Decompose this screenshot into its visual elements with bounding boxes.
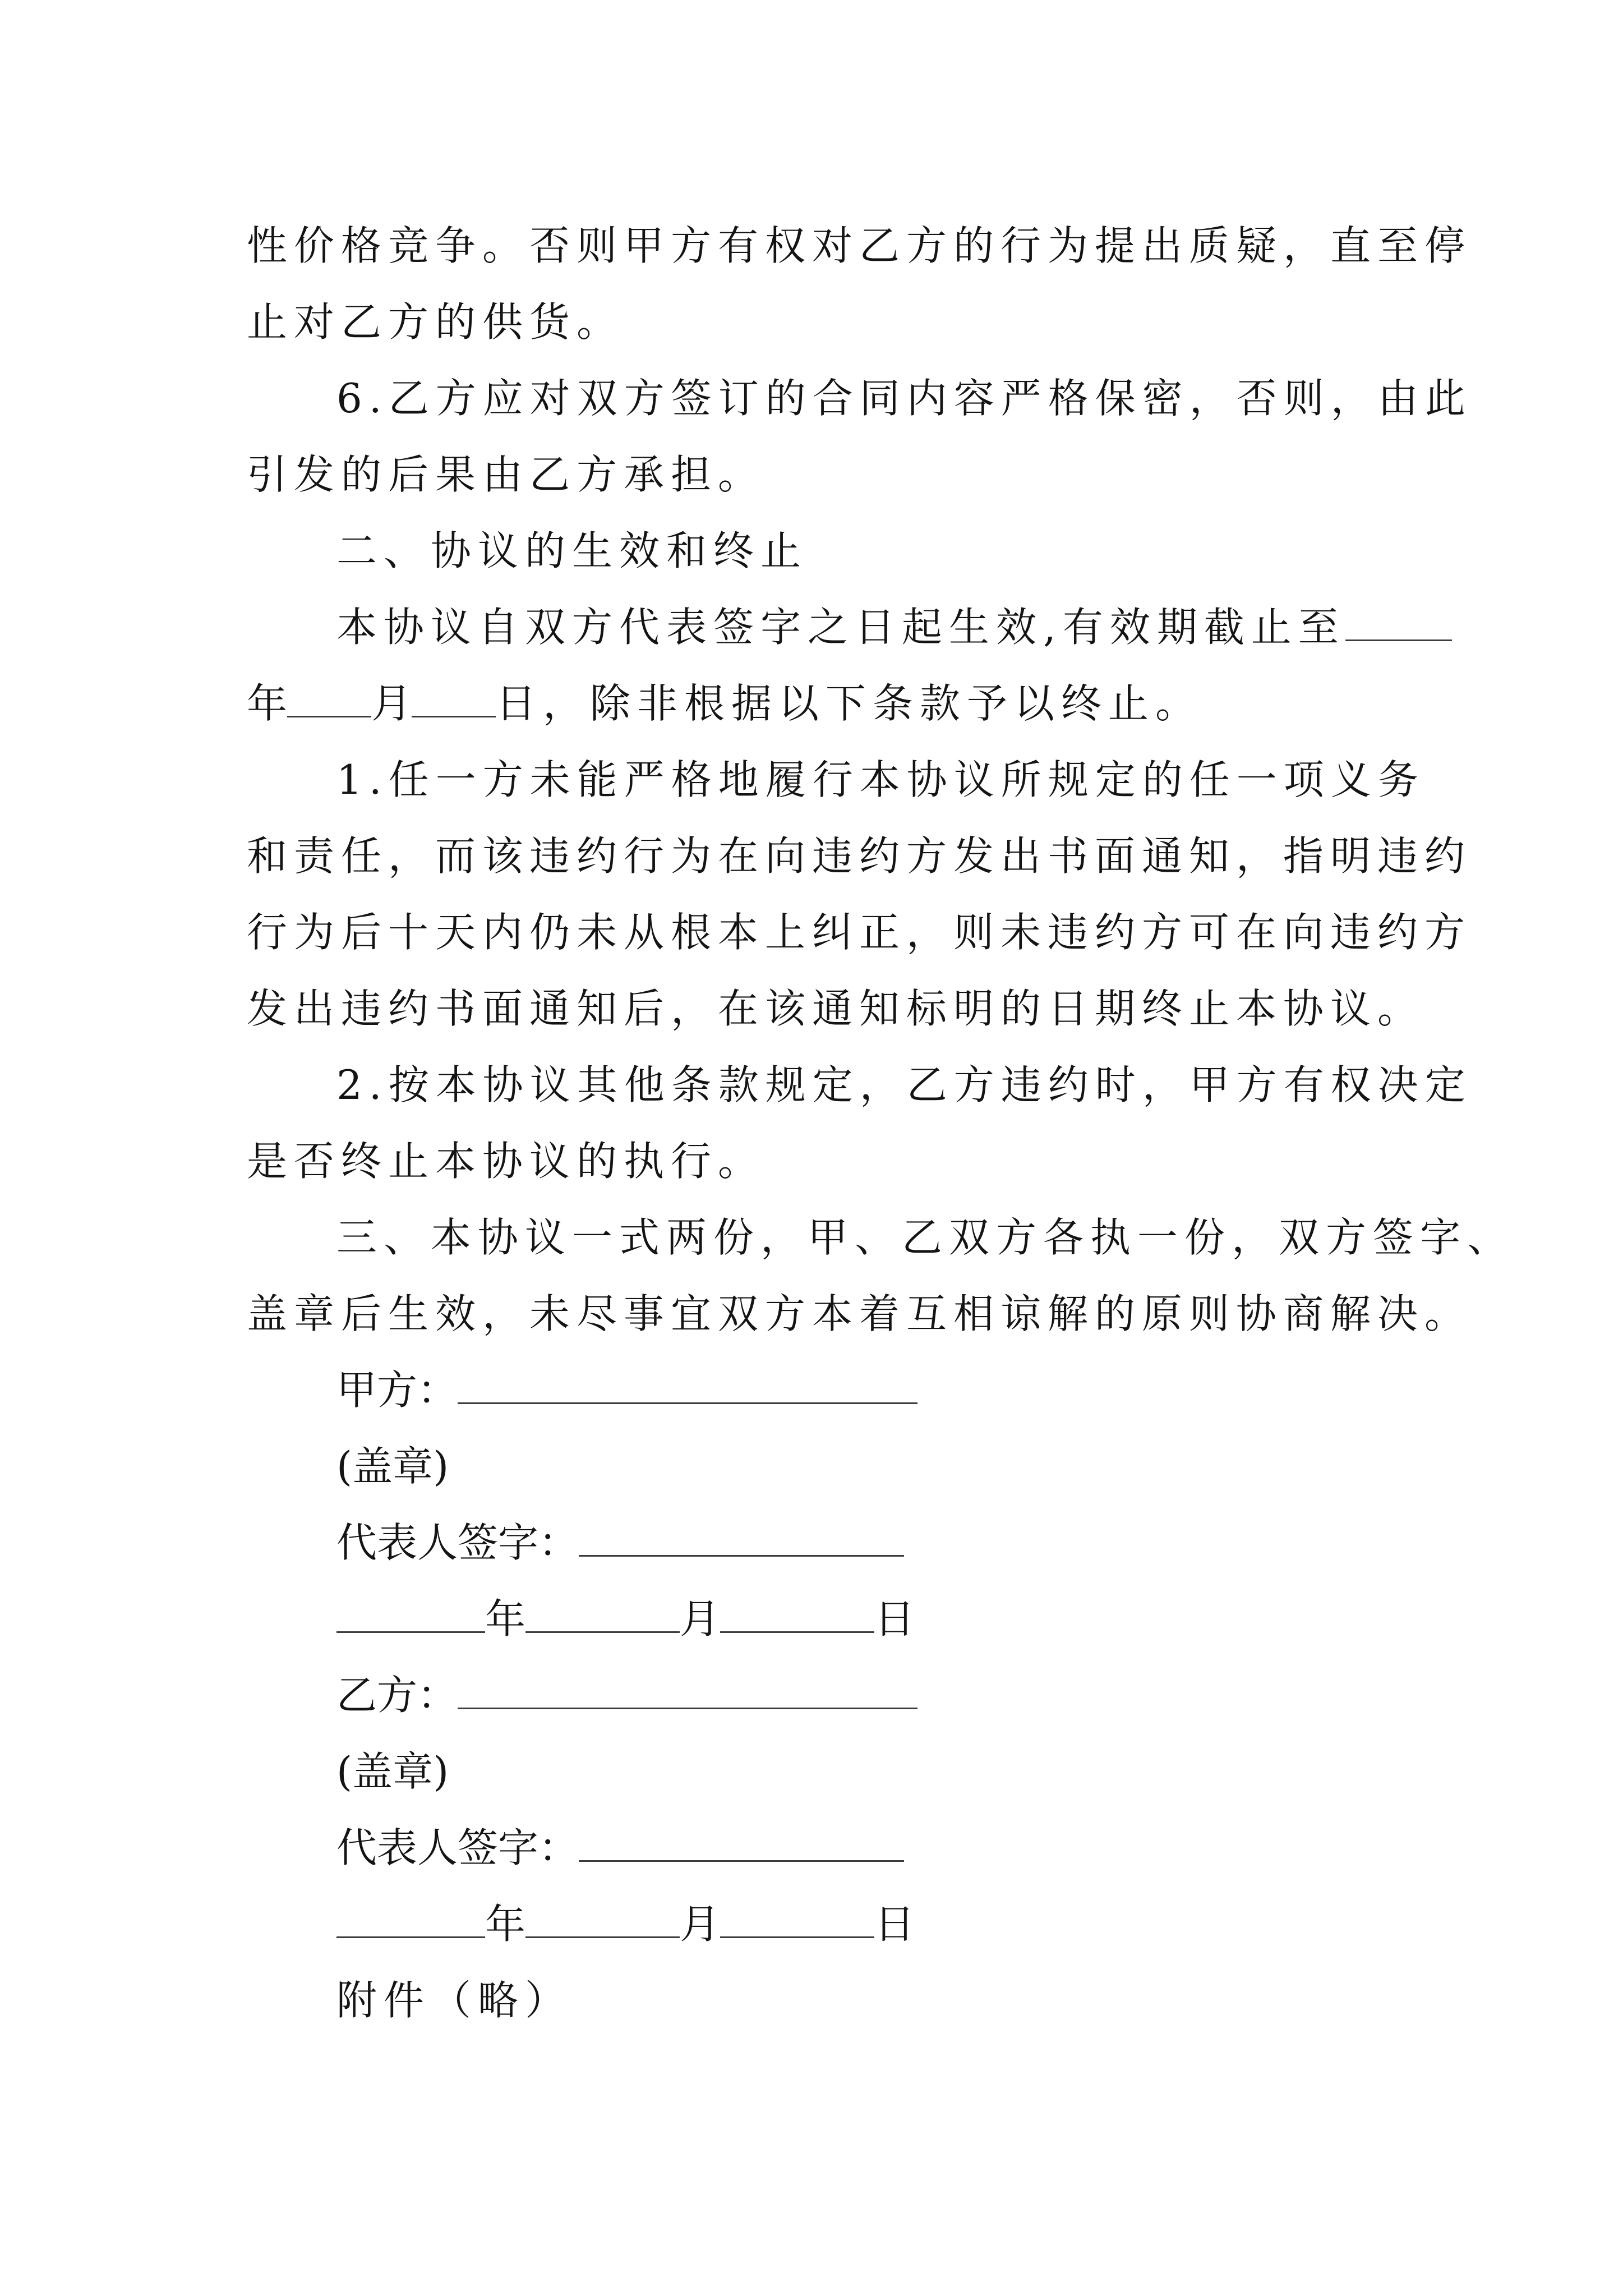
- party-a-year-blank: [336, 1596, 485, 1633]
- validity-text: 本协议自双方代表签字之日起生效,有效期截止至: [336, 604, 1345, 651]
- section-heading: 二、协议的生效和终止: [336, 527, 808, 574]
- paragraph-line: 2.按本协议其他条款规定，乙方违约时，甲方有权决定: [336, 1061, 1472, 1108]
- paragraph-line: 1.任一方未能严格地履行本协议所规定的任一项义务: [336, 756, 1425, 803]
- party-b-blank: [458, 1673, 917, 1709]
- party-a-month-blank: [525, 1596, 680, 1633]
- party-b-rep-blank: [579, 1825, 904, 1862]
- party-a-month-label: 月: [680, 1595, 721, 1642]
- party-a-date-line: [336, 1592, 915, 1646]
- party-a-seal: (盖章): [336, 1443, 449, 1490]
- paragraph-line: 发出违约书面通知后，在该通知标明的日期终止本协议。: [247, 985, 1425, 1032]
- paragraph-line: [336, 600, 1452, 654]
- paragraph-line: 行为后十天内仍未从根本上纠正，则未违约方可在向违约方: [247, 909, 1472, 956]
- party-a-year-label: 年: [485, 1595, 526, 1642]
- paragraph-line: 是否终止本协议的执行。: [247, 1138, 766, 1185]
- party-b-rep-label: 代表人签字：: [336, 1824, 579, 1871]
- paragraph-line: 止对乙方的供货。: [247, 298, 624, 346]
- party-b-month-label: 月: [680, 1901, 721, 1948]
- party-b-day-label: 日: [874, 1901, 915, 1948]
- party-a-blank: [458, 1368, 917, 1404]
- paragraph-line: 盖章后生效，未尽事宜双方本着互相谅解的原则协商解决。: [247, 1290, 1472, 1337]
- paragraph-line: 引发的后果由乙方承担。: [247, 451, 766, 498]
- party-b-date-line: [336, 1897, 915, 1951]
- party-a-label: 甲方：: [336, 1366, 458, 1414]
- party-a-rep-blank: [579, 1520, 904, 1557]
- expiry-date-line: [247, 677, 1202, 730]
- party-b-year-blank: [336, 1902, 485, 1938]
- party-a-line: [336, 1363, 917, 1417]
- party-a-day-label: 日: [874, 1595, 915, 1642]
- party-b-signature-line: [336, 1821, 904, 1875]
- termination-clause: 日，除非根据以下条款予以终止。: [496, 680, 1203, 727]
- month-blank: [287, 681, 371, 717]
- expiry-blank: [1345, 605, 1452, 641]
- party-a-rep-label: 代表人签字：: [336, 1519, 579, 1566]
- party-b-seal: (盖章): [336, 1748, 449, 1795]
- paragraph-line: 性价格竞争。否则甲方有权对乙方的行为提出质疑，直至停: [247, 222, 1472, 269]
- day-blank: [412, 681, 496, 717]
- party-b-month-blank: [525, 1902, 680, 1938]
- paragraph-line: 6.乙方应对双方签订的合同内容严格保密，否则，由此: [336, 375, 1472, 422]
- party-a-signature-line: [336, 1516, 904, 1570]
- party-b-line: [336, 1668, 917, 1722]
- party-b-day-blank: [720, 1902, 874, 1938]
- paragraph-line: 和责任，而该违约行为在向违约方发出书面通知，指明违约: [247, 832, 1472, 880]
- month-label: 月: [371, 680, 412, 727]
- year-label: 年: [247, 680, 288, 727]
- party-a-day-blank: [720, 1596, 874, 1633]
- paragraph-line: 三、本协议一式两份，甲、乙双方各执一份，双方签字、: [336, 1214, 1515, 1261]
- party-b-label: 乙方：: [336, 1672, 458, 1719]
- party-b-year-label: 年: [485, 1901, 526, 1948]
- attachment-note: 附件（略）: [336, 1977, 573, 2024]
